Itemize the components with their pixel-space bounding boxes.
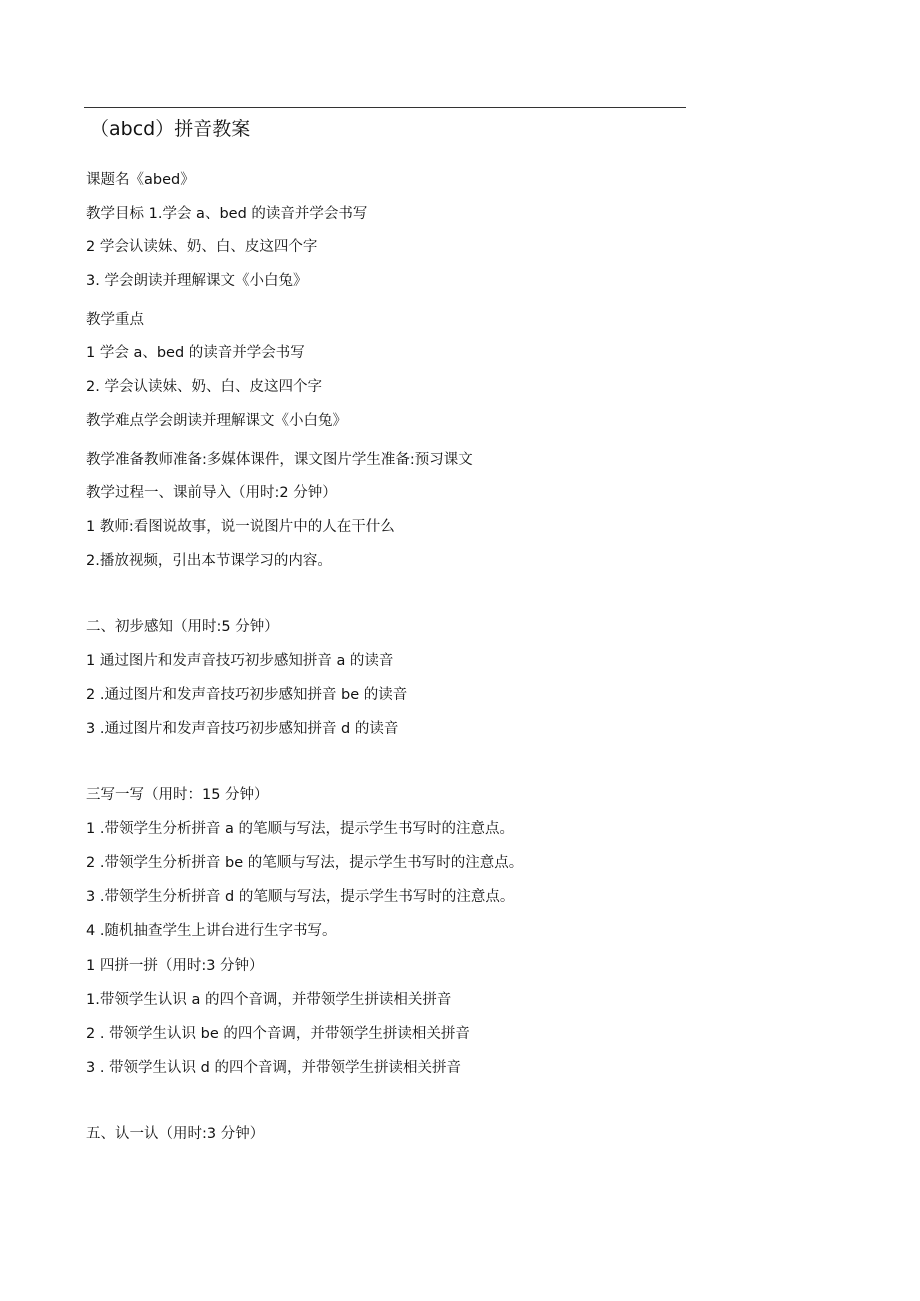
teaching-goal-3: 3. 学会朗读并理解课文《小白兔》: [86, 273, 308, 289]
section-2-step-3: 3 .通过图片和发声音技巧初步感知拼音 d 的读音: [86, 721, 399, 737]
section-4-step-3: 3 . 带领学生认识 d 的四个音调，并带领学生拼读相关拼音: [86, 1060, 461, 1076]
teaching-goal-1: 教学目标 1.学会 a、bed 的读音并学会书写: [86, 206, 368, 222]
intro-step-1: 1 教师:看图说故事，说一说图片中的人在干什么: [86, 519, 395, 535]
section-2-step-1: 1 通过图片和发声音技巧初步感知拼音 a 的读音: [86, 653, 394, 669]
key-point-1: 1 学会 a、bed 的读音并学会书写: [86, 345, 305, 361]
process-intro-heading: 教学过程一、课前导入（用时:2 分钟）: [86, 485, 337, 501]
section-2-heading: 二、初步感知（用时:5 分钟）: [86, 619, 279, 635]
header-rule: [84, 107, 686, 108]
section-5-heading: 五、认一认（用时:3 分钟）: [86, 1126, 265, 1142]
section-3-step-3: 3 .带领学生分析拼音 d 的笔顺与写法，提示学生书写时的注意点。: [86, 889, 515, 905]
teaching-goal-2: 2 学会认读妹、奶、白、皮这四个字: [86, 239, 318, 255]
section-3-heading: 三写一写（用时：15 分钟）: [86, 787, 269, 803]
preparation: 教学准备教师准备:多媒体课件，课文图片学生准备:预习课文: [86, 452, 473, 468]
lesson-name: 课题名《abed》: [86, 172, 195, 188]
section-3-step-4: 4 .随机抽查学生上讲台进行生字书写。: [86, 923, 337, 939]
section-2-step-2: 2 .通过图片和发声音技巧初步感知拼音 be 的读音: [86, 687, 408, 703]
document-title: （abcd）拼音教案: [90, 118, 251, 140]
key-point-2: 2. 学会认读妹、奶、白、皮这四个字: [86, 379, 322, 395]
section-4-heading: 1 四拼一拼（用时:3 分钟）: [86, 958, 264, 974]
section-3-step-1: 1 .带领学生分析拼音 a 的笔顺与写法，提示学生书写时的注意点。: [86, 821, 515, 837]
section-3-step-2: 2 .带领学生分析拼音 be 的笔顺与写法，提示学生书写时的注意点。: [86, 855, 524, 871]
section-4-step-1: 1.带领学生认识 a 的四个音调，并带领学生拼读相关拼音: [86, 992, 452, 1008]
difficulty: 教学难点学会朗读并理解课文《小白兔》: [86, 413, 347, 429]
key-points-heading: 教学重点: [86, 312, 144, 328]
section-4-step-2: 2 . 带领学生认识 be 的四个音调，并带领学生拼读相关拼音: [86, 1026, 470, 1042]
intro-step-2: 2.播放视频，引出本节课学习的内容。: [86, 553, 332, 569]
